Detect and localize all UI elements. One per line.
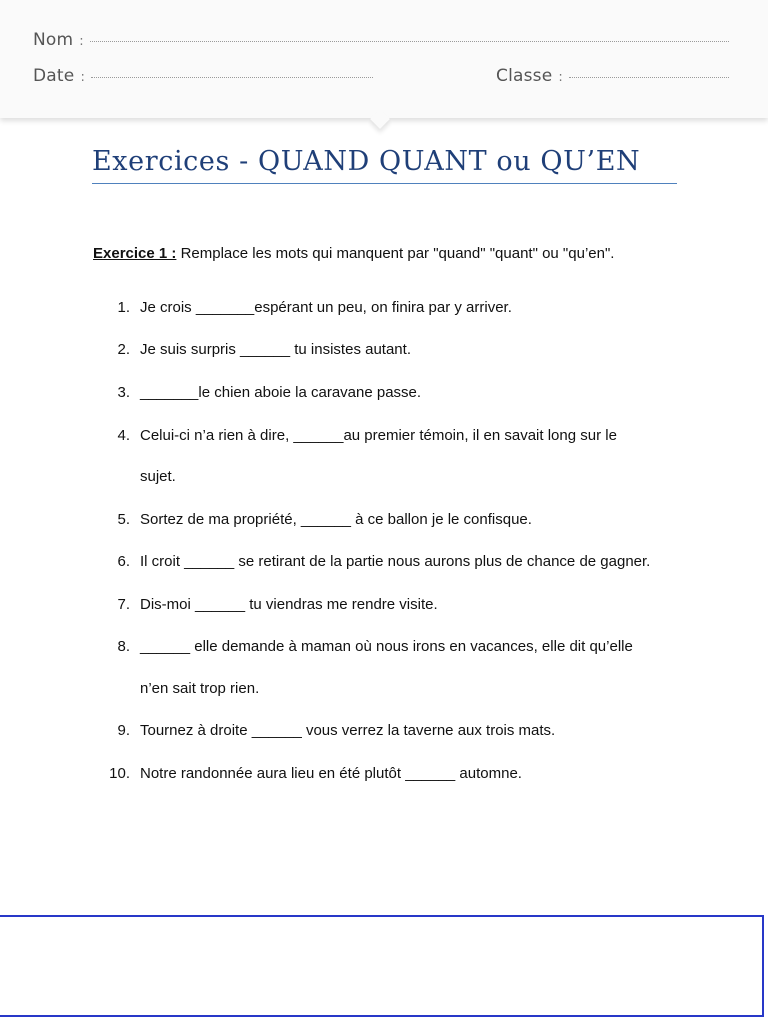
item-number: 1. xyxy=(117,299,130,316)
class-colon: : xyxy=(558,70,563,85)
exercise-label: Exercice 1 : xyxy=(93,245,177,262)
item-number: 7. xyxy=(117,596,130,613)
item-text: ______ elle demande à maman où nous irons en vacances, elle dit qu’elle xyxy=(140,638,633,655)
item-text: Celui-ci n’a rien à dire, ______au premier témoin, il en savait long sur le xyxy=(140,427,617,444)
name-dotted-line[interactable] xyxy=(90,41,729,42)
item-number: 5. xyxy=(117,511,130,528)
item-number: 4. xyxy=(117,427,130,444)
item-number: 6. xyxy=(117,553,130,570)
item-number: 8. xyxy=(117,638,130,655)
item-number: 9. xyxy=(117,722,130,739)
answer-box xyxy=(0,915,764,1017)
page-title: Exercices - QUAND QUANT ou QU’EN xyxy=(92,146,677,184)
item-text: Je crois _______espérant un peu, on finira par y arriver. xyxy=(140,299,512,316)
class-field[interactable] xyxy=(496,66,729,86)
date-field[interactable] xyxy=(33,66,373,86)
name-colon: : xyxy=(79,34,84,49)
date-colon: : xyxy=(80,70,86,85)
class-label: Classe xyxy=(496,66,553,86)
item-text: Il croit ______ se retirant de la partie nous aurons plus de chance de gagner. xyxy=(140,553,651,570)
item-text: Notre randonnée aura lieu en été plutôt ______ automne. xyxy=(140,765,522,782)
item-text: _______le chien aboie la caravane passe. xyxy=(140,384,422,401)
item-number: 2. xyxy=(117,341,130,358)
date-dotted-line[interactable] xyxy=(91,77,373,78)
date-label: Date xyxy=(33,66,75,86)
item-text-continuation: sujet. xyxy=(140,468,176,485)
item-text: Je suis surpris ______ tu insistes autant. xyxy=(140,341,411,358)
item-number: 3. xyxy=(117,384,130,401)
item-number: 10. xyxy=(109,765,130,782)
name-label: Nom xyxy=(33,30,74,50)
item-text: Sortez de ma propriété, ______ à ce ballon je le confisque. xyxy=(140,511,532,528)
class-dotted-line[interactable] xyxy=(569,77,729,78)
exercise-instruction xyxy=(93,245,614,262)
item-text-continuation: n’en sait trop rien. xyxy=(140,680,260,697)
instruction-text: Remplace les mots qui manquent par "quand" "quant" ou "qu’en". xyxy=(176,245,615,262)
item-text: Dis-moi ______ tu viendras me rendre visite. xyxy=(140,596,438,613)
item-text: Tournez à droite ______ vous verrez la taverne aux trois mats. xyxy=(140,722,556,739)
name-field[interactable] xyxy=(33,30,729,50)
header-band xyxy=(0,0,768,118)
